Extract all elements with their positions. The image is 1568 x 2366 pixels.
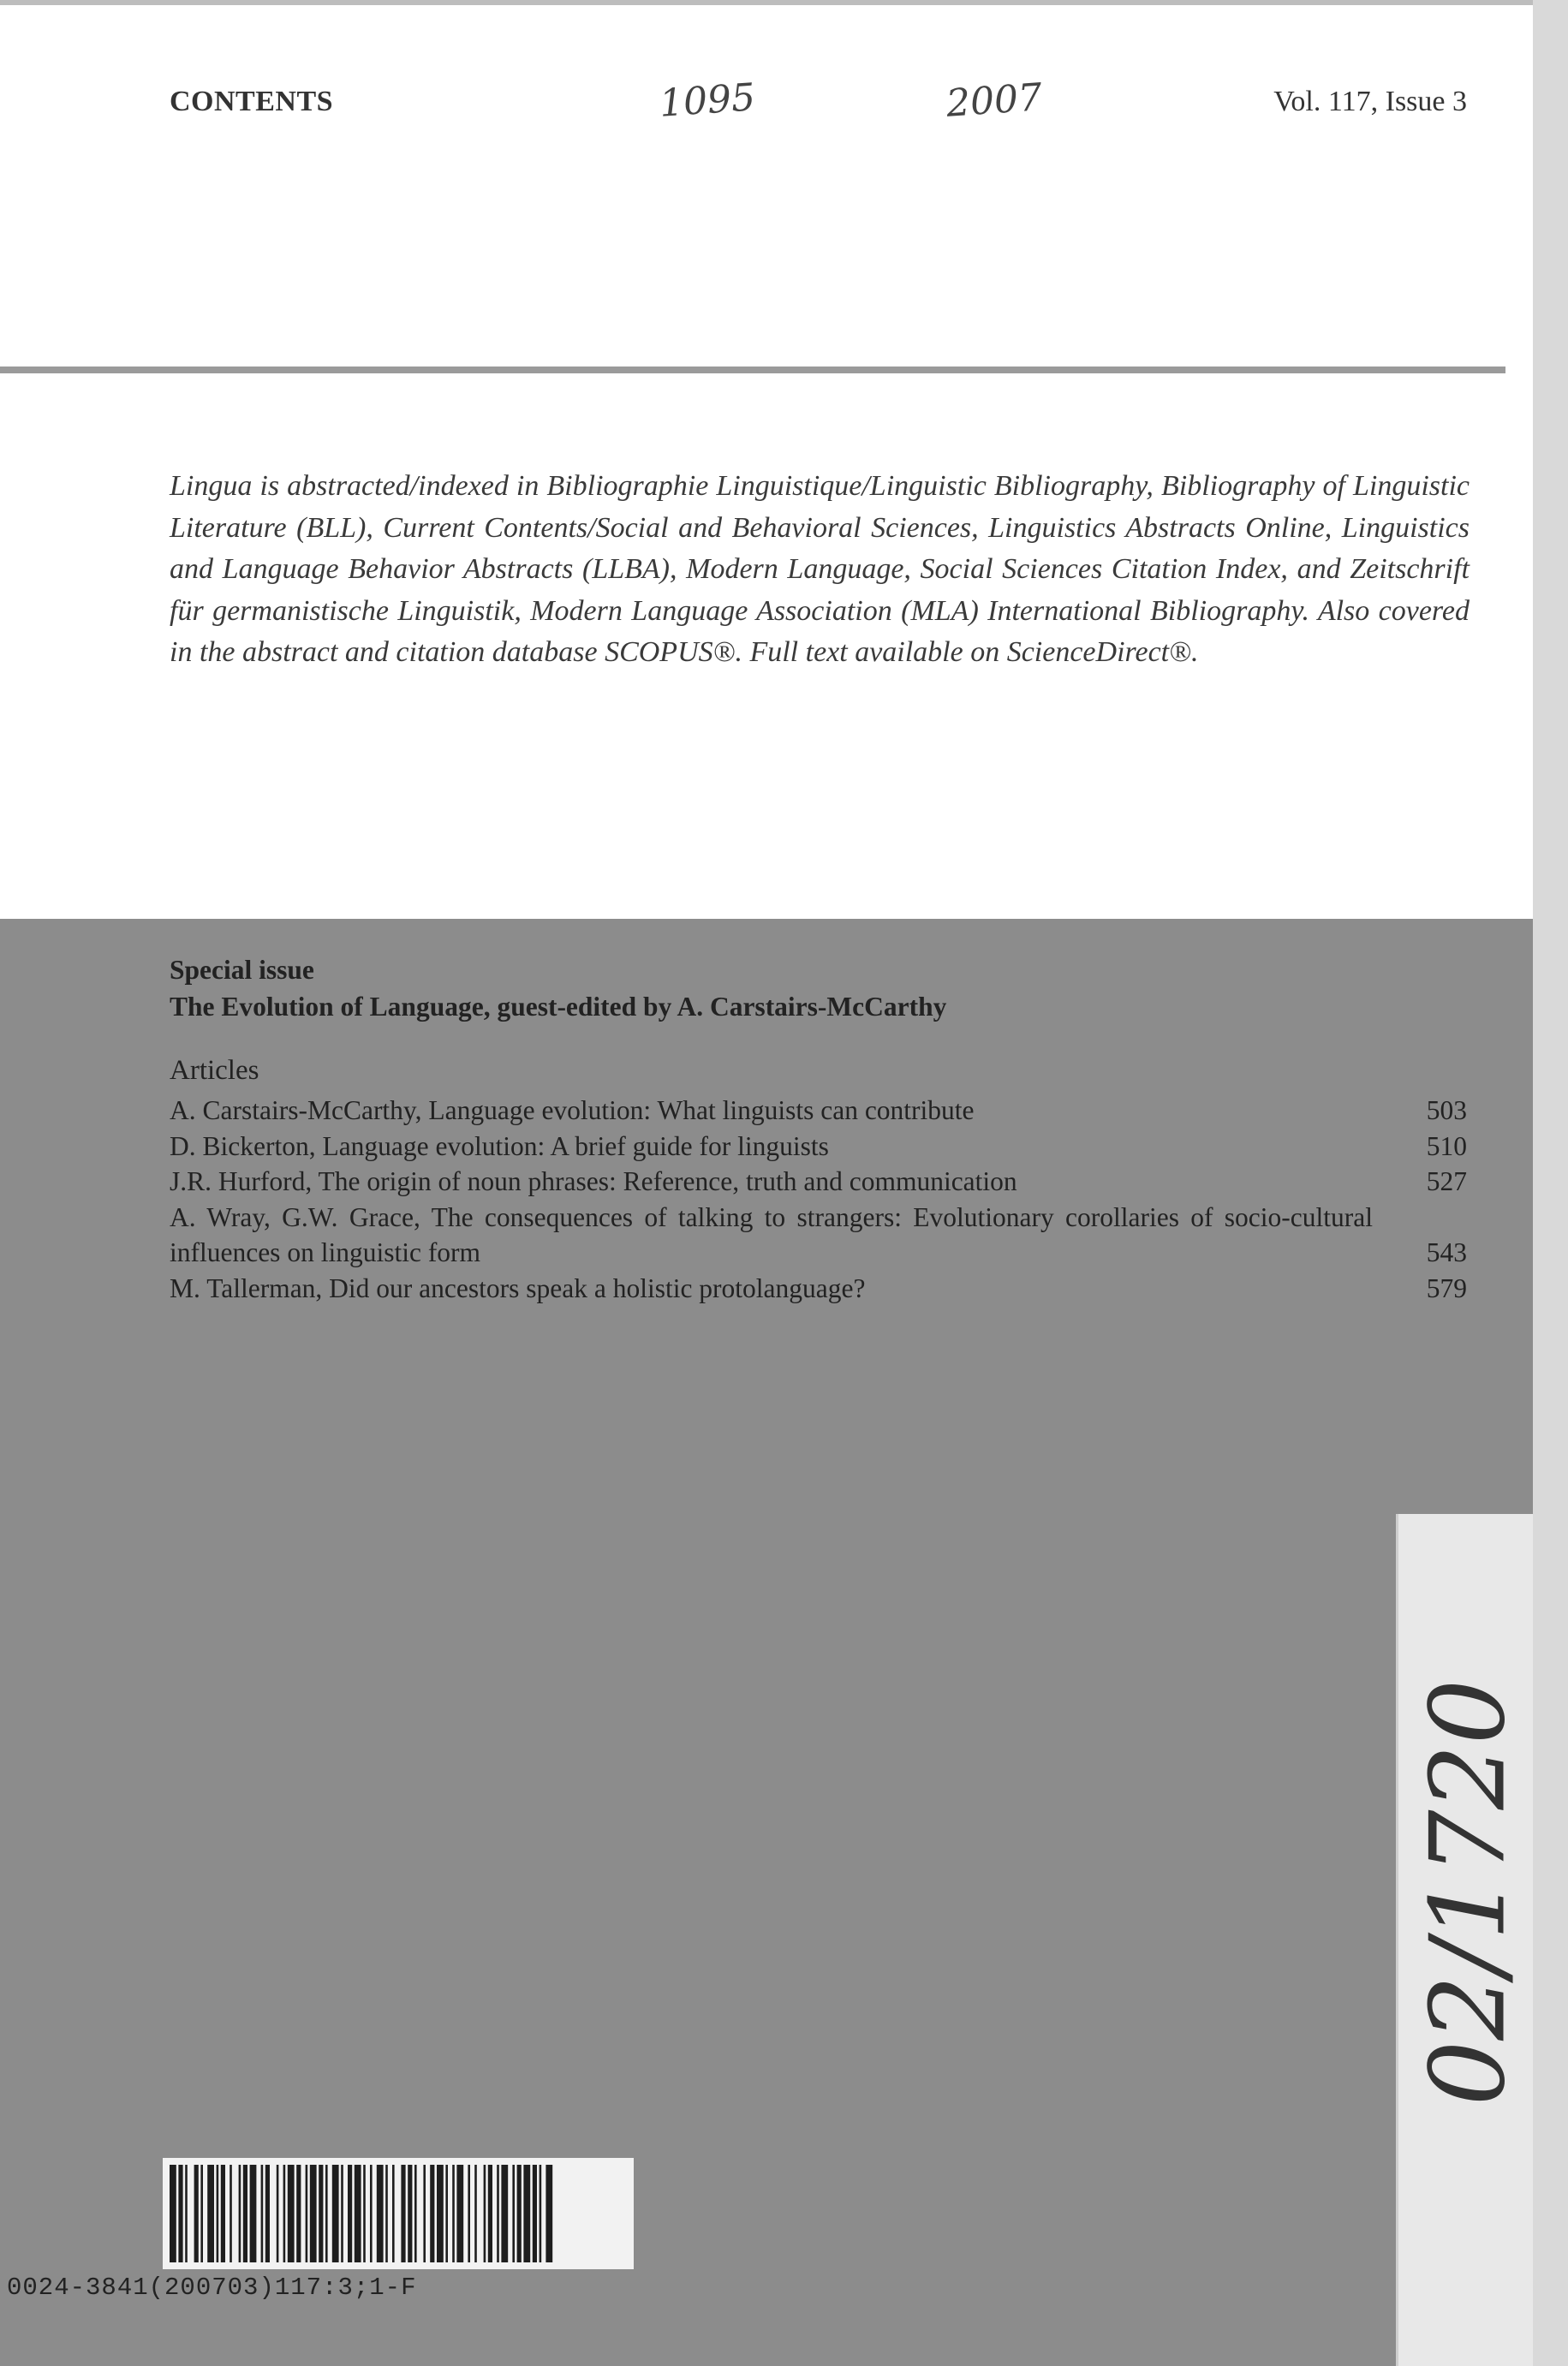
article-page: 510: [1426, 1130, 1467, 1161]
top-rule: [0, 0, 1568, 5]
barcode: [163, 2158, 634, 2269]
handwritten-shelf-mark: 02/1720: [1409, 1678, 1529, 2107]
header-divider: [0, 367, 1505, 373]
article-page: 579: [1426, 1272, 1467, 1303]
page-edge: [1533, 0, 1568, 2366]
barcode-bars-icon: [170, 2165, 627, 2262]
special-issue-title: The Evolution of Language, guest-edited by A. Carstairs-McCarthy: [170, 992, 947, 1022]
volume-issue: Vol. 117, Issue 3: [1273, 86, 1467, 117]
article-page: 527: [1426, 1166, 1467, 1196]
barcode-number: 0024-3841(200703)117:3;1-F: [7, 2274, 417, 2302]
special-issue-label: Special issue: [170, 955, 314, 985]
article-entry: [170, 1129, 1467, 1165]
handwritten-year: 2007: [945, 75, 1044, 126]
article-page: 503: [1426, 1095, 1467, 1125]
articles-list: [170, 1093, 1467, 1306]
article-entry: [170, 1164, 1467, 1200]
article-entry: [170, 1271, 1467, 1307]
article-page: 543: [1426, 1237, 1467, 1267]
handwritten-note: 1095: [658, 75, 757, 126]
article-citation: M. Tallerman, Did our ancestors speak a holistic protolanguage?: [170, 1272, 866, 1303]
article-entry: [170, 1093, 1467, 1129]
article-citation: D. Bickerton, Language evolution: A brief guide for linguists: [170, 1130, 829, 1161]
article-entry: [170, 1200, 1467, 1271]
indexing-note: Lingua is abstracted/indexed in Bibliographie Linguistique/Linguistic Bibliography, Bibliography of Linguistic Literature (BLL), Current Contents/Social and Behavioral Sciences, Linguistics Abstracts Online, Linguistics and Language Behavior Abstracts (LLBA), Modern Language, Social Sciences Citation Index, and Zeitschrift für germanistische Linguistik, Modern Language Association (MLA) International Bibliography. Also covered in the abstract and citation database SCOPUS®. Full text available on ScienceDirect®.: [170, 470, 1470, 668]
article-citation: J.R. Hurford, The origin of noun phrases: Reference, truth and communication: [170, 1166, 1017, 1196]
articles-heading: Articles: [170, 1055, 259, 1086]
article-citation: A. Carstairs-McCarthy, Language evolution: What linguists can contribute: [170, 1095, 975, 1125]
contents-label: CONTENTS: [170, 86, 334, 117]
article-citation: A. Wray, G.W. Grace, The consequences of talking to strangers: Evolutionary corollaries of socio-cultural influences on linguistic form: [170, 1201, 1373, 1267]
